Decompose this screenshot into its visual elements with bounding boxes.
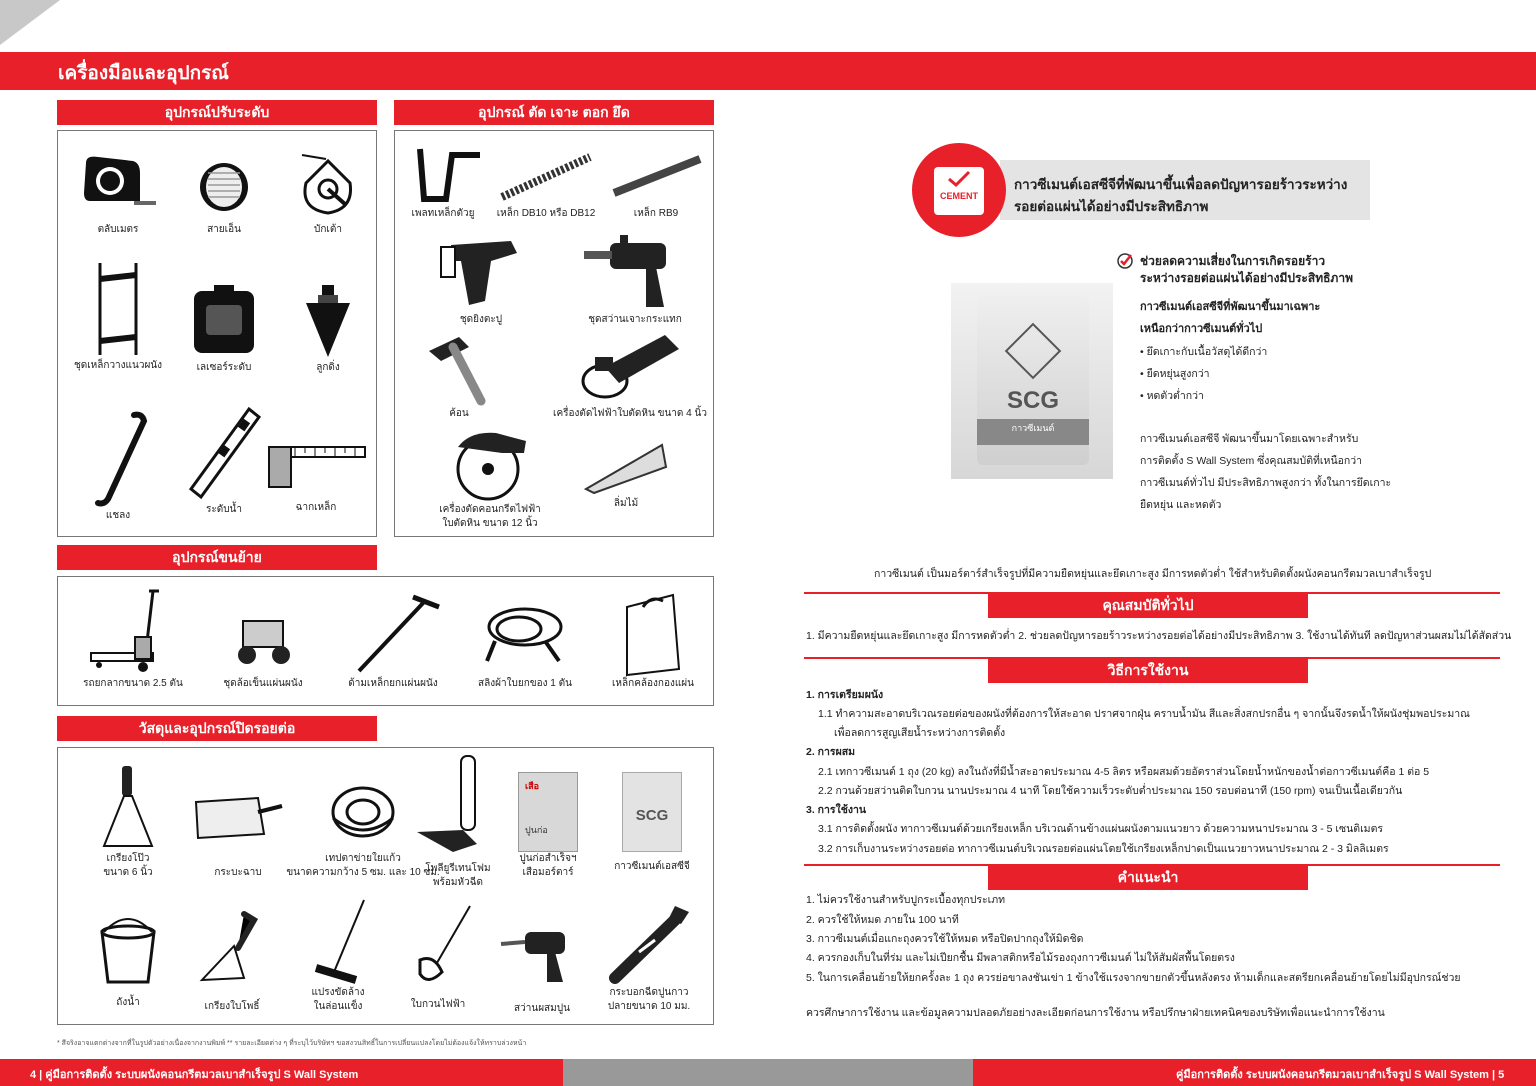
plumb-bob-icon xyxy=(288,281,368,361)
promo-headline-2: รอยต่อแผ่นได้อย่างมีประสิทธิภาพ xyxy=(1014,199,1209,214)
deformed-bar-icon xyxy=(496,145,596,207)
item-tiger-mortar xyxy=(488,772,608,880)
nail-gun-icon xyxy=(431,231,531,313)
bag-brand: SCG xyxy=(635,807,669,824)
advice-line: 4. ควรกองเก็บในที่ร่ม และไม่เปียกชื้น มีพลาสติกหรือไม้รองถุงกาวซีเมนต์ ไม่ให้สัมผัสพื้นโดยตรง xyxy=(806,952,1235,964)
footer-right-text: คู่มือการติดตั้ง ระบบผนังคอนกรีตมวลเบาสำเร็จรูป S Wall System | 5 xyxy=(1176,1069,1505,1081)
bag-brand: เสือ xyxy=(525,781,539,791)
item-label: ชุดเหล็กวางแนวผนัง xyxy=(73,360,163,371)
chalk-line-icon xyxy=(288,153,368,223)
header-banner xyxy=(0,52,1536,90)
promo-headline-1: กาวซีเมนต์เอสซีจีที่พัฒนาขึ้นเพื่อลดปัญหารอยร้าวระหว่าง xyxy=(1014,177,1348,192)
cement-bag-icon xyxy=(622,772,682,852)
badge-text: CEMENT xyxy=(940,191,978,201)
mixing-paddle-icon xyxy=(398,898,478,988)
para-line-3: กาวซีเมนต์ทั่วไป มีประสิทธิภาพสูงกว่า ทั้งในการยึดเกาะ xyxy=(1140,477,1392,489)
item-label: เครื่องตัดคอนกรีตไฟฟ้า xyxy=(439,504,541,515)
advice-title: คำแนะนำ xyxy=(988,864,1308,890)
panel-cut xyxy=(394,130,714,537)
bag-sub: ปูนก่อ xyxy=(525,825,548,835)
footer-left-text: 4 | คู่มือการติดตั้ง ระบบผนังคอนกรีตมวลเบาสำเร็จรูป S Wall System xyxy=(30,1069,359,1081)
item-wood-wedge xyxy=(561,437,691,511)
item-label: ชุดล้อเข็นแผ่นผนัง xyxy=(223,678,303,689)
para-line-4: ยืดหยุ่น และหดตัว xyxy=(1140,499,1222,511)
mortar-bag-icon xyxy=(518,772,578,852)
item-steel-square xyxy=(256,441,376,515)
item-label: เหล็ก DB10 หรือ DB12 xyxy=(496,208,596,219)
para-line-2: การติดตั้ง S Wall System ซึ่งคุณสมบัติที่เหนือกว่า xyxy=(1140,455,1363,467)
crowbar-icon xyxy=(78,409,158,509)
item-caulking-gun xyxy=(584,896,714,1014)
tape-measure-icon xyxy=(78,153,158,223)
usage-line: 3.1 การติดตั้งผนัง ทากาวซีเมนต์ด้วยเกรียงเหล็ก บริเวณด้านข้างแผ่นผนังตามแนวยาว ด้วยความหนาประมาณ 3 - 5 เซนติเมตร xyxy=(818,823,1384,835)
section-move-title: อุปกรณ์ขนย้าย xyxy=(57,545,377,570)
item-label: ในล่อนแข็ง xyxy=(313,1001,363,1012)
item-label: ชุดสว่านเจาะกระแทก xyxy=(588,314,682,325)
intro-text: กาวซีเมนต์ เป็นมอร์ตาร์สำเร็จรูปที่มีความยืดหยุ่นและยึดเกาะสูง มีการหดตัวต่ำ ใช้สำหรับติดตั้งผนังคอนกรีตมวลเบาสำเร็จรูป xyxy=(874,568,1432,580)
section-joint-title: วัสดุและอุปกรณ์ปิดรอยต่อ xyxy=(57,716,377,741)
page-title: เครื่องมือและอุปกรณ์ xyxy=(58,63,229,84)
properties-title: คุณสมบัติทั่วไป xyxy=(988,592,1308,618)
item-lifting-bar xyxy=(328,591,458,691)
item-deformed-bar xyxy=(491,145,601,221)
item-label: เสือมอร์ตาร์ xyxy=(522,867,574,878)
item-wall-guide xyxy=(58,259,178,373)
item-label: เทปตาข่ายใยแก้ว xyxy=(325,853,401,864)
usage-line: 1.1 ทำความสะอาดบริเวณรอยต่อของผนังที่ต้องการให้สะอาด ปราศจากฝุ่น คราบน้ำมัน สีและสิ่งสกปรกอื่น ๆ จากนั้นจึงรดน้ำให้ผนังชุ่มพอประมาณ xyxy=(818,708,1470,720)
advice-line: 5. ในการเคลื่อนย้ายให้ยกครั้งละ 1 ถุง ควรย่อขาลงชันเข่า 1 ข้างใช้แรงจากขายกตัวขึ้นหลังตรง ห้ามเด็กและสตรียกเคลื่อนย้ายโดยไม่มีอุปกรณ์ช่วย xyxy=(806,972,1461,984)
item-label: ฉากเหล็ก xyxy=(295,502,337,513)
item-hammer xyxy=(411,327,507,421)
caulking-gun-icon xyxy=(599,896,699,986)
item-circular-saw xyxy=(425,427,555,531)
panel-level xyxy=(57,130,377,537)
item-label: โพลียูรีเทนโฟม xyxy=(425,863,491,874)
item-label: ถังน้ำ xyxy=(116,997,140,1008)
item-bucket xyxy=(68,912,188,1010)
item-label: ปลายขนาด 10 มม. xyxy=(607,1001,691,1012)
item-label: ใบกวนไฟฟ้า xyxy=(410,999,466,1010)
usage-line: 2. การผสม xyxy=(806,746,856,758)
item-label: สว่านผสมปูน xyxy=(514,1003,570,1014)
item-label: ขนาด 6 นิ้ว xyxy=(103,867,153,878)
item-label: เครื่องตัดไฟฟ้าใบตัดหิน ขนาด 4 นิ้ว xyxy=(553,408,707,419)
item-angle-grinder xyxy=(545,327,715,421)
item-crowbar xyxy=(58,409,178,523)
item-label: ระดับน้ำ xyxy=(205,504,243,515)
item-label: ค้อน xyxy=(449,408,469,419)
product-sub: กาวซีเมนต์ xyxy=(977,419,1089,445)
item-label: สายเอ็น xyxy=(207,224,241,235)
item-label: เลเซอร์ระดับ xyxy=(196,362,252,373)
sub-line-1: กาวซีเมนต์เอสซีจีที่พัฒนาขึ้นมาเฉพาะ xyxy=(1140,301,1321,313)
item-string-line xyxy=(164,153,284,237)
pointing-trowel-icon xyxy=(192,908,272,988)
item-round-bar xyxy=(601,145,711,221)
sub-line-2: เหนือกว่ากาวซีเมนต์ทั่วไป xyxy=(1140,323,1263,335)
item-panel-dolly xyxy=(198,601,328,691)
steel-square-icon xyxy=(261,441,371,501)
advice-closing: ควรศึกษาการใช้งาน และข้อมูลความปลอดภัยอย่างละเอียดก่อนการใช้งาน หรือปรึกษาฝ่ายเทคนิคของบริษัทเพื่อแนะนำการใช้งาน xyxy=(806,1007,1385,1019)
section-level-title: อุปกรณ์ปรับระดับ xyxy=(57,100,377,125)
check-line-1: ช่วยลดความเสี่ยงในการเกิดรอยร้าว xyxy=(1140,254,1326,268)
item-label: เกรียงใบโพธิ์ xyxy=(204,1001,260,1012)
para-line-1: กาวซีเมนต์เอสซีจี พัฒนาขึ้นมาโดยเฉพาะสำหรับ xyxy=(1140,433,1359,445)
hawk-icon xyxy=(188,782,288,852)
item-label: แชลง xyxy=(105,510,131,521)
usage-line: 3. การใช้งาน xyxy=(806,804,867,816)
round-bar-icon xyxy=(606,145,706,207)
footer-middle-bar xyxy=(563,1059,973,1086)
advice-line: 3. กาวซีเมนต์เมื่อแกะถุงควรใช้ให้หมด หรือปิดปากถุงให้มิดชิด xyxy=(806,933,1084,945)
item-laser-level xyxy=(164,281,284,375)
cement-bag-image xyxy=(977,295,1089,465)
item-putty-knife xyxy=(68,762,188,880)
product-image-frame xyxy=(951,283,1113,479)
corner-decoration xyxy=(0,0,60,45)
item-label: กาวซีเมนต์เอสซีจี xyxy=(614,861,690,872)
bucket-icon xyxy=(88,912,168,988)
item-hammer-drill xyxy=(565,231,705,327)
item-label: ปูนก่อสำเร็จฯ xyxy=(519,853,577,864)
bullet-3: • หดตัวต่ำกว่า xyxy=(1140,390,1204,402)
item-sling xyxy=(460,597,590,691)
string-reel-icon xyxy=(184,153,264,223)
bullet-2: • ยืดหยุ่นสูงกว่า xyxy=(1140,368,1210,380)
item-label: สลิงผ้าใบยกของ 1 ตัน xyxy=(478,678,572,689)
panel-joint xyxy=(57,747,714,1025)
pallet-jack-icon xyxy=(83,585,183,677)
item-label: พร้อมหัวฉีด xyxy=(432,877,484,888)
checkmark-icon xyxy=(1116,252,1134,270)
u-plate-icon xyxy=(398,145,488,207)
wall-guide-icon xyxy=(78,259,158,359)
item-label: ชุดยิงตะปู xyxy=(459,314,503,325)
item-pointing-trowel xyxy=(172,908,292,1014)
brush-icon xyxy=(298,896,378,986)
item-label: ด้ามเหล็กยกแผ่นผนัง xyxy=(348,678,438,689)
product-brand: SCG xyxy=(1006,387,1059,414)
panel-hook-icon xyxy=(613,591,693,677)
item-label: เหล็ก RB9 xyxy=(633,208,679,219)
item-label: กระบอกฉีดปูนกาว xyxy=(609,987,689,998)
item-label: ใบตัดหิน ขนาด 12 นิ้ว xyxy=(442,518,538,529)
circular-saw-icon xyxy=(440,427,540,503)
hammer-icon xyxy=(419,327,499,407)
item-label: แปรงขัดล้าง xyxy=(311,987,365,998)
usage-title: วิธีการใช้งาน xyxy=(988,657,1308,683)
item-label: เหล็กคล้องกองแผ่น xyxy=(612,678,694,689)
cement-badge-icon xyxy=(912,143,1006,237)
item-plumb-bob xyxy=(268,281,388,375)
item-label: กระบะฉาบ xyxy=(214,867,262,878)
bullet-1: • ยึดเกาะกับเนื้อวัสดุได้ดีกว่า xyxy=(1140,346,1268,358)
advice-line: 1. ไม่ควรใช้งานสำหรับปูกระเบื้องทุกประเภท xyxy=(806,894,1006,906)
mixer-drill-icon xyxy=(497,918,587,988)
panel-move xyxy=(57,576,714,706)
item-scg-cement xyxy=(592,772,712,874)
item-u-plate xyxy=(395,145,491,221)
item-tape-measure xyxy=(58,153,178,237)
check-icon xyxy=(946,169,972,189)
item-mixing-paddle xyxy=(378,898,498,1012)
angle-grinder-icon xyxy=(575,327,685,407)
usage-line: 3.2 การเก็บงานระหว่างรอยต่อ ทากาวซีเมนต์บริเวณรอยต่อแผ่นโดยใช้เกรียงเหล็กปาดเป็นแนวยาวหนาประมาณ 2 - 3 มิลลิเมตร xyxy=(818,843,1389,855)
item-label: บักเต้า xyxy=(314,224,342,235)
check-line-2: ระหว่างรอยต่อแผ่นได้อย่างมีประสิทธิภาพ xyxy=(1140,271,1353,285)
footnote: * สีจริงอาจแตกต่างจากที่ในรูปตัวอย่างเนื่องจากงานพิมพ์ ** รายละเอียดต่าง ๆ ที่ระบุไว้บริษัทฯ ขอสงวนสิทธิ์ในการเปลี่ยนแปลงโดยไม่ต้องแจ้งให้ทราบล่วงหน้า xyxy=(57,1040,527,1047)
item-label: เกรียงโป๊ว xyxy=(106,853,150,864)
putty-knife-icon xyxy=(88,762,168,852)
section-cut-title: อุปกรณ์ ตัด เจาะ ตอก ยึด xyxy=(394,100,714,125)
usage-line: เพื่อลดการสูญเสียน้ำระหว่างการติดตั้ง xyxy=(834,727,1006,739)
item-label: ขนาดความกว้าง 5 ซม. และ 10 ซม. xyxy=(286,867,440,878)
item-label: รถยกลากขนาด 2.5 ตัน xyxy=(83,678,183,689)
lifting-bar-icon xyxy=(343,591,443,677)
wood-wedge-icon xyxy=(576,437,676,497)
item-panel-hook xyxy=(588,591,718,691)
item-label: ลิ่มไม้ xyxy=(613,498,639,509)
item-label: ลูกดิ่ง xyxy=(316,362,340,373)
item-chalk-line xyxy=(268,153,388,237)
item-label: เพลทเหล็กตัวยู xyxy=(411,208,475,219)
usage-line: 2.1 เทกาวซีเมนต์ 1 ถุง (20 kg) ลงในถังที่มีน้ำสะอาดประมาณ 4-5 ลิตร หรือผสมด้วยอัตราส่วนโดยน้ำหนักของน้ำต่อกาวซีเมนต์คือ 1 ต่อ 5 xyxy=(818,766,1430,778)
laser-level-icon xyxy=(184,281,264,361)
item-label: ตลับเมตร xyxy=(97,224,139,235)
item-nail-gun xyxy=(411,231,551,327)
usage-line: 1. การเตรียมผนัง xyxy=(806,689,884,701)
properties-text: 1. มีความยืดหยุ่นและยึดเกาะสูง มีการหดตัวต่ำ 2. ช่วยลดปัญหารอยร้าวระหว่างรอยต่อได้อย่างมีประสิทธิภาพ 3. ใช้งานได้ทันที ลดปัญหาส่วนผสมไม่ได้สัดส่วน xyxy=(806,630,1512,642)
usage-line: 2.2 กวนด้วยสว่านติดใบกวน นานประมาณ 4 นาที โดยใช้ความเร็วระดับต่ำประมาณ 150 รอบต่อนาที (150 rpm) จนเป็นเนื้อเดียวกัน xyxy=(818,785,1403,797)
panel-dolly-icon xyxy=(223,601,303,677)
hammer-drill-icon xyxy=(580,231,690,313)
advice-line: 2. ควรใช้ให้หมด ภายใน 100 นาที xyxy=(806,914,959,926)
item-pallet-jack xyxy=(68,585,198,691)
sling-icon xyxy=(475,597,575,677)
